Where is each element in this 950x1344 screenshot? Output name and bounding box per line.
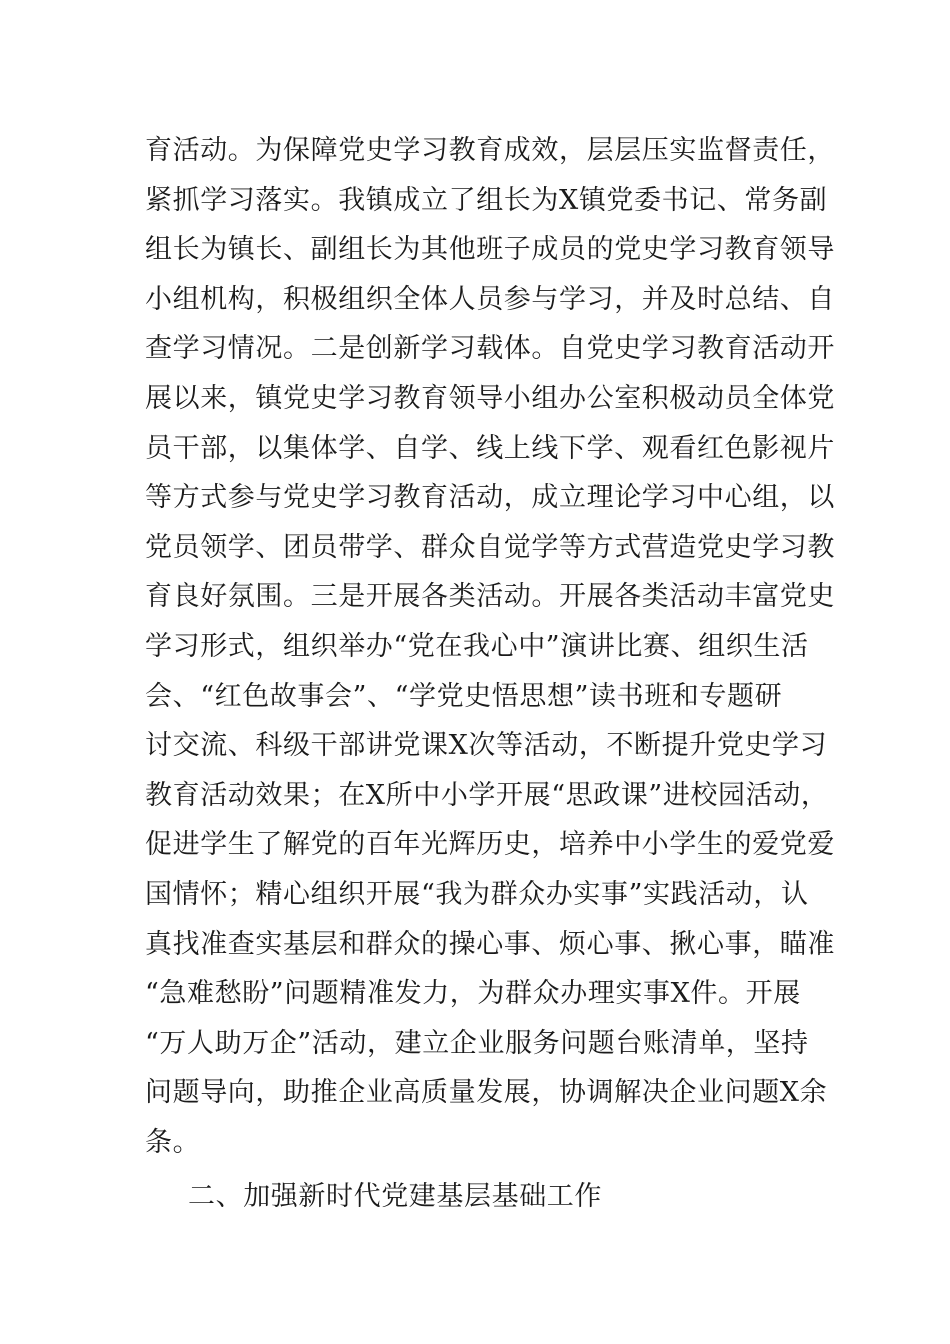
paragraph-line: 促进学生了解党的百年光辉历史，培养中小学生的爱党爱 <box>145 829 835 861</box>
paragraph-line: 学习形式，组织举办“党在我心中”演讲比赛、组织生活 <box>145 630 809 662</box>
paragraph-line: 小组机构，积极组织全体人员参与学习，并及时总结、自 <box>145 283 835 315</box>
paragraph-line: 紧抓学习落实。我镇成立了组长为X镇党委书记、常务副 <box>145 184 828 216</box>
paragraph-line: 问题导向，助推企业高质量发展，协调解决企业问题X余 <box>145 1077 828 1109</box>
paragraph-line: 育良好氛围。三是开展各类活动。开展各类活动丰富党史 <box>145 581 835 613</box>
body-paragraph <box>145 126 845 1167</box>
paragraph-line: “万人助万企”活动，建立企业服务问题台账清单，坚持 <box>145 1027 809 1059</box>
paragraph-line: “急难愁盼”问题精准发力，为群众办理实事X件。开展 <box>145 978 801 1010</box>
paragraph-line: 国情怀；精心组织开展“我为群众办实事”实践活动，认 <box>145 878 809 910</box>
paragraph-line: 会、“红色故事会”、“学党史悟思想”读书班和专题研 <box>145 680 783 712</box>
paragraph-line: 展以来，镇党史学习教育领导小组办公室积极动员全体党 <box>145 382 835 414</box>
paragraph-line: 讨交流、科级干部讲党课X次等活动，不断提升党史学习 <box>145 730 828 762</box>
paragraph-line: 查学习情况。二是创新学习载体。自党史学习教育活动开 <box>145 333 835 365</box>
paragraph-line: 条。 <box>145 1126 201 1158</box>
paragraph-line: 组长为镇长、副组长为其他班子成员的党史学习教育领导 <box>145 234 835 266</box>
paragraph-line: 真找准查实基层和群众的操心事、烦心事、揪心事，瞄准 <box>145 928 835 960</box>
paragraph-line: 育活动。为保障党史学习教育成效，层层压实监督责任， <box>145 135 835 166</box>
paragraph-line: 党员领学、团员带学、群众自觉学等方式营造党史学习教 <box>145 531 835 563</box>
paragraph-line: 教育活动效果；在X所中小学开展“思政课”进校园活动， <box>145 779 829 811</box>
section-heading: 二、加强新时代党建基层基础工作 <box>188 1181 602 1212</box>
paragraph-line: 等方式参与党史学习教育活动，成立理论学习中心组，以 <box>145 482 835 514</box>
paragraph-line: 员干部，以集体学、自学、线上线下学、观看红色影视片 <box>145 432 835 464</box>
